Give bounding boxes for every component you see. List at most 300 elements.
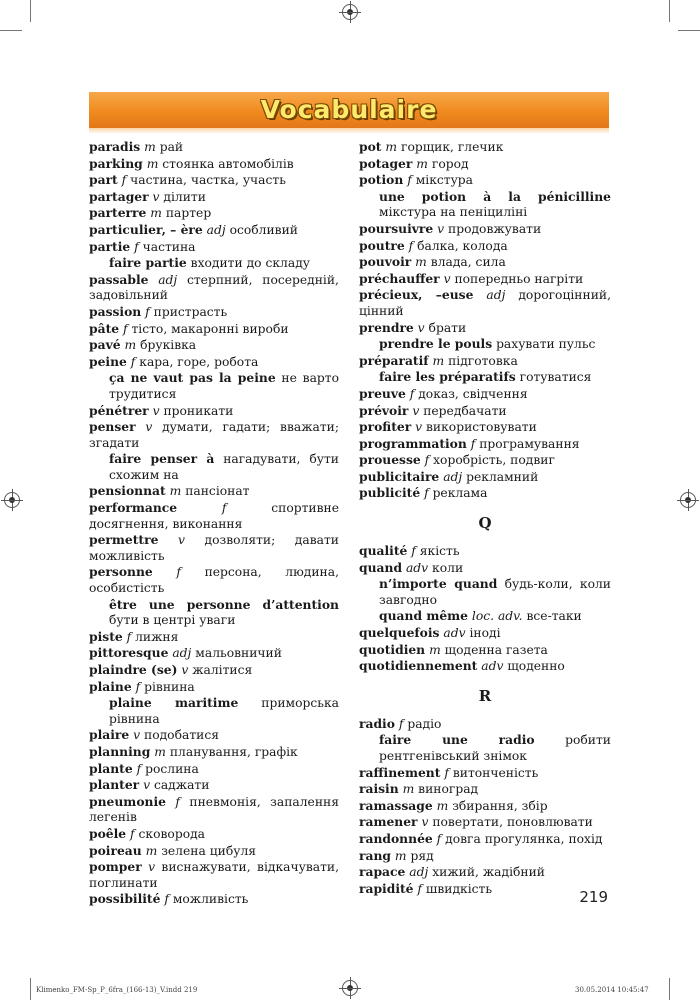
- translation: реклама: [432, 486, 488, 501]
- grammar-tag: f: [221, 501, 227, 516]
- headword: paradis: [89, 139, 141, 154]
- translation: повертати, поновлювати: [432, 815, 593, 830]
- vocabulary-entry: [89, 321, 339, 338]
- grammar-tag: adj: [486, 288, 506, 303]
- grammar-tag: m: [385, 140, 398, 154]
- vocabulary-entry: [359, 452, 611, 469]
- headword: préchauffer: [359, 270, 440, 286]
- registration-mark-right-icon: [680, 492, 696, 508]
- vocabulary-entry: [359, 238, 611, 255]
- vocabulary-column-right: [359, 139, 611, 897]
- translation: радіо: [407, 716, 442, 731]
- headword: plaine: [89, 678, 132, 694]
- footer-file-info: Klimenko_FM-Sp_P_6fra_(166-13)_V.indd 219: [36, 986, 198, 994]
- headword: pavé: [89, 337, 121, 353]
- headword: prévoir: [359, 402, 409, 418]
- translation: частина: [142, 239, 196, 254]
- headword: pomper: [89, 859, 142, 875]
- grammar-tag: f: [417, 881, 422, 896]
- vocabulary-entry: [89, 859, 339, 891]
- vocabulary-entry: [89, 139, 339, 156]
- vocabulary-entry: [359, 172, 611, 189]
- headword: planning: [89, 743, 151, 759]
- translation: рівнина: [144, 679, 195, 694]
- headword: rapace: [359, 864, 406, 880]
- headword: faire les préparatifs: [379, 369, 516, 385]
- translation: тісто, макаронні вироби: [131, 321, 289, 336]
- vocabulary-subentry: [89, 597, 339, 629]
- headword: plante: [89, 760, 133, 776]
- vocabulary-entry: [89, 172, 339, 189]
- grammar-tag: m: [154, 744, 166, 759]
- vocabulary-entry: [89, 189, 339, 206]
- translation: нагадувати, бути схожим на: [109, 452, 339, 482]
- vocabulary-entry: [359, 781, 611, 798]
- translation: город: [431, 156, 469, 171]
- grammar-tag: m: [144, 140, 156, 154]
- translation: рай: [159, 140, 184, 154]
- headword: part: [89, 172, 118, 188]
- vocabulary-entry: [89, 761, 339, 778]
- translation: рекламний: [466, 469, 539, 484]
- translation: хоробрість, подвиг: [433, 453, 555, 468]
- grammar-tag: v: [421, 815, 429, 830]
- headword: potager: [359, 155, 413, 171]
- translation: пансіонат: [185, 484, 250, 499]
- crop-mark-bottom-right: [669, 978, 670, 1000]
- translation: частина, частка, участь: [130, 173, 286, 188]
- headword: faire une radio: [379, 732, 535, 748]
- vocabulary-entry: [359, 642, 611, 659]
- translation: рослина: [145, 761, 199, 776]
- grammar-tag: f: [136, 761, 142, 776]
- vocabulary-entry: [359, 320, 611, 337]
- headword: parking: [89, 155, 143, 171]
- translation: спортивне досягнення, виконання: [89, 501, 339, 531]
- grammar-tag: m: [429, 642, 441, 657]
- registration-mark-top-icon: [342, 4, 358, 20]
- headword: quotidiennement: [359, 658, 478, 674]
- headword: faire penser à: [109, 451, 215, 467]
- translation: думати, гадати; вважати; згадати: [89, 420, 339, 450]
- grammar-tag: v: [177, 533, 185, 548]
- grammar-tag: f: [176, 565, 181, 580]
- vocabulary-entry: [89, 891, 339, 908]
- translation: коли: [432, 560, 464, 575]
- header-banner-shadow: [89, 128, 609, 134]
- translation: пристрасть: [153, 304, 228, 319]
- grammar-tag: loc. adv.: [471, 609, 523, 624]
- vocabulary-entry: [359, 403, 611, 420]
- headword: possibilité: [89, 891, 161, 907]
- grammar-tag: m: [169, 484, 182, 499]
- headword: piste: [89, 628, 123, 644]
- headword: raffinement: [359, 764, 441, 780]
- translation: щоденна газета: [444, 642, 548, 657]
- grammar-tag: m: [402, 782, 415, 797]
- vocabulary-entry: [89, 272, 339, 304]
- headword: radio: [359, 715, 395, 731]
- vocabulary-subentry: [359, 369, 611, 386]
- translation: робити рентгенівський знімок: [379, 733, 611, 763]
- translation: приморська рівнина: [109, 696, 339, 726]
- grammar-tag: f: [424, 486, 429, 501]
- grammar-tag: f: [407, 173, 412, 188]
- translation: планування, графік: [169, 744, 298, 759]
- translation: будь-коли, коли завгодно: [379, 577, 611, 607]
- headword: pâte: [89, 320, 120, 336]
- headword: ça ne vaut pas la peine: [109, 370, 276, 386]
- grammar-tag: f: [408, 238, 414, 253]
- translation: партер: [165, 206, 212, 221]
- grammar-tag: v: [152, 189, 160, 204]
- grammar-tag: v: [133, 728, 141, 743]
- grammar-tag: f: [121, 173, 127, 188]
- translation: бруківка: [140, 338, 197, 353]
- translation: рахувати пульс: [496, 337, 596, 352]
- grammar-tag: m: [394, 848, 407, 863]
- translation: швидкість: [425, 881, 493, 896]
- translation: ряд: [410, 848, 434, 863]
- grammar-tag: adj: [206, 222, 226, 237]
- translation: попередньо нагріти: [454, 271, 584, 286]
- translation: передбачати: [423, 403, 507, 418]
- vocabulary-entry: [89, 337, 339, 354]
- headword: quelquefois: [359, 625, 440, 641]
- grammar-tag: v: [412, 403, 420, 418]
- translation: продовжувати: [448, 221, 542, 236]
- headword: quand même: [379, 608, 468, 624]
- vocabulary-subentry: [89, 695, 339, 727]
- grammar-tag: v: [181, 663, 189, 677]
- vocabulary-entry: [89, 156, 339, 173]
- grammar-tag: v: [443, 271, 451, 286]
- headword: partie: [89, 238, 131, 254]
- vocabulary-entry: [359, 658, 611, 675]
- headword: programmation: [359, 435, 467, 451]
- translation: програмування: [479, 436, 580, 451]
- translation: збирання, збір: [452, 798, 548, 813]
- headword: quotidien: [359, 641, 426, 657]
- translation: не варто трудитися: [109, 371, 339, 401]
- vocabulary-subentry: [359, 189, 611, 221]
- grammar-tag: m: [145, 843, 158, 858]
- vocabulary-subentry: [359, 336, 611, 353]
- grammar-tag: adv: [405, 560, 429, 575]
- vocabulary-entry: [89, 794, 339, 826]
- grammar-tag: f: [409, 386, 415, 401]
- headword: performance: [89, 500, 178, 516]
- vocabulary-entry: [359, 271, 611, 288]
- translation: зелена цибуля: [161, 843, 257, 858]
- translation: подобатися: [144, 728, 219, 743]
- translation: кара, горе, робота: [139, 354, 259, 369]
- translation: мікстура на пеніциліні: [379, 205, 528, 220]
- vocabulary-subentry: [359, 608, 611, 625]
- grammar-tag: f: [398, 716, 404, 731]
- vocabulary-entry: [89, 826, 339, 843]
- grammar-tag: f: [424, 453, 430, 468]
- vocabulary-entry: [89, 483, 339, 500]
- headword: raisin: [359, 781, 399, 797]
- headword: parterre: [89, 205, 147, 221]
- headword: personne: [89, 564, 153, 580]
- vocabulary-entry: [359, 419, 611, 436]
- vocabulary-entry: [89, 239, 339, 256]
- translation: проникати: [163, 403, 234, 418]
- vocabulary-subentry: [359, 732, 611, 764]
- grammar-tag: v: [143, 778, 151, 793]
- page-title: Vocabulaire: [260, 95, 438, 124]
- vocabulary-entry: [89, 222, 339, 239]
- vocabulary-entry: [89, 500, 339, 532]
- grammar-tag: v: [145, 420, 153, 435]
- headword: poutre: [359, 237, 405, 253]
- translation: якість: [419, 544, 460, 559]
- vocabulary-entry: [359, 386, 611, 403]
- vocabulary-subentry: [89, 370, 339, 402]
- grammar-tag: adv: [481, 659, 504, 674]
- headword: publicitaire: [359, 468, 440, 484]
- headword: poêle: [89, 825, 127, 841]
- registration-mark-bottom-icon: [342, 980, 358, 996]
- translation: довга прогулянка, похід: [445, 831, 603, 846]
- translation: все-таки: [526, 609, 582, 624]
- translation: особливий: [229, 222, 298, 237]
- grammar-tag: f: [126, 629, 132, 644]
- headword: randonnée: [359, 830, 433, 846]
- headword: rang: [359, 847, 391, 863]
- vocabulary-entry: [359, 765, 611, 782]
- vocabulary-entry: [359, 716, 611, 733]
- grammar-tag: m: [150, 206, 162, 221]
- translation: горщик, глечик: [401, 140, 504, 154]
- vocabulary-entry: [89, 645, 339, 662]
- vocabulary-entry: [89, 727, 339, 744]
- grammar-tag: adj: [409, 865, 429, 880]
- headword: plaire: [89, 727, 130, 743]
- section-letter: R: [478, 686, 492, 705]
- translation: готуватися: [519, 370, 592, 385]
- headword: plaindre (se): [89, 662, 178, 677]
- vocabulary-entry: [359, 469, 611, 486]
- grammar-tag: f: [134, 239, 139, 254]
- vocabulary-entry: [359, 798, 611, 815]
- headword: prendre le pouls: [379, 336, 493, 352]
- translation: брати: [428, 320, 467, 335]
- headword: préparatif: [359, 352, 429, 368]
- translation: жалітися: [192, 663, 253, 677]
- translation: влада, сила: [430, 255, 506, 270]
- vocabulary-subentry: [89, 255, 339, 272]
- grammar-tag: v: [415, 420, 423, 435]
- grammar-tag: f: [411, 544, 416, 559]
- translation: іноді: [469, 626, 501, 641]
- translation: дорогоцінний, цінний: [359, 288, 611, 318]
- vocabulary-entry: [89, 744, 339, 761]
- grammar-tag: v: [152, 403, 160, 418]
- translation: саджати: [153, 778, 210, 793]
- grammar-tag: f: [444, 765, 449, 780]
- headword: ramassage: [359, 797, 433, 813]
- headword: particulier, – ère: [89, 221, 203, 237]
- headword: pouvoir: [359, 254, 412, 270]
- vocabulary-entry: [359, 353, 611, 370]
- headword: pneumonie: [89, 793, 166, 809]
- headword: pénétrer: [89, 402, 149, 418]
- translation: сковорода: [138, 826, 206, 841]
- grammar-tag: f: [470, 436, 476, 451]
- vocabulary-entry: [359, 543, 611, 560]
- page-number: 219: [579, 888, 608, 906]
- grammar-tag: f: [130, 826, 135, 841]
- translation: використовувати: [426, 420, 537, 435]
- grammar-tag: m: [415, 255, 427, 270]
- grammar-tag: f: [164, 892, 169, 907]
- crop-mark-top-right-h: [678, 30, 700, 31]
- vocabulary-entry: [359, 831, 611, 848]
- headword: quand: [359, 559, 403, 575]
- headword: précieux, –euse: [359, 287, 474, 303]
- vocabulary-subentry: [359, 576, 611, 608]
- headword: permettre: [89, 532, 159, 548]
- vocabulary-entry: [89, 662, 339, 679]
- vocabulary-entry: [359, 436, 611, 453]
- headword: rapidité: [359, 880, 414, 896]
- vocabulary-entry: [359, 560, 611, 577]
- headword: faire partie: [109, 255, 187, 271]
- vocabulary-entry: [89, 843, 339, 860]
- headword: prouesse: [359, 452, 421, 468]
- grammar-tag: adv: [443, 626, 466, 641]
- vocabulary-subentry: [89, 451, 339, 483]
- vocabulary-entry: [359, 814, 611, 831]
- headword: passable: [89, 271, 149, 287]
- headword: pittoresque: [89, 645, 169, 661]
- vocabulary-entry: [359, 221, 611, 238]
- grammar-tag: adj: [158, 272, 178, 287]
- grammar-tag: f: [175, 794, 180, 809]
- grammar-tag: v: [437, 221, 445, 236]
- grammar-tag: f: [436, 831, 442, 846]
- registration-mark-left-icon: [4, 492, 20, 508]
- vocabulary-entry: [89, 354, 339, 371]
- headword: peine: [89, 353, 127, 369]
- headword: preuve: [359, 385, 406, 401]
- grammar-tag: m: [146, 156, 159, 171]
- grammar-tag: m: [416, 156, 428, 171]
- vocabulary-entry: [89, 564, 339, 596]
- headword: poireau: [89, 842, 142, 858]
- grammar-tag: adj: [172, 646, 192, 661]
- grammar-tag: f: [123, 321, 128, 336]
- headword: être une personne d’attention: [109, 596, 339, 612]
- translation: ділити: [163, 189, 206, 204]
- vocabulary-entry: [359, 485, 611, 502]
- vocabulary-entry: [359, 287, 611, 319]
- vocabulary-entry: [359, 625, 611, 642]
- crop-mark-bottom-left: [30, 978, 31, 1000]
- translation: щоденно: [507, 659, 565, 674]
- grammar-tag: v: [417, 320, 425, 335]
- footer-timestamp: 30.05.2014 10:45:47: [575, 986, 649, 994]
- headword: une potion à la pénicilline: [379, 188, 611, 204]
- translation: стерпний, посередній, задовільний: [89, 272, 339, 303]
- headword: qualité: [359, 543, 408, 559]
- section-letter: Q: [478, 514, 492, 533]
- translation: входити до складу: [190, 256, 310, 271]
- vocabulary-entry: [359, 848, 611, 865]
- translation: підготовка: [448, 353, 518, 368]
- vocabulary-entry: [89, 629, 339, 646]
- headword: publicité: [359, 485, 421, 501]
- grammar-tag: f: [135, 679, 141, 694]
- headword: plaine maritime: [109, 695, 239, 711]
- grammar-tag: f: [145, 304, 150, 319]
- translation: дозволяти; давати можливість: [89, 533, 339, 563]
- headword: passion: [89, 303, 142, 319]
- headword: n’importe quand: [379, 576, 498, 592]
- translation: мікстура: [415, 173, 474, 188]
- headword: planter: [89, 777, 140, 793]
- translation: доказ, свідчення: [418, 386, 528, 401]
- headword: poursuivre: [359, 220, 434, 236]
- translation: стоянка автомобілів: [162, 156, 294, 171]
- grammar-tag: m: [432, 353, 445, 368]
- crop-mark-top-right: [669, 0, 670, 22]
- vocabulary-entry: [359, 156, 611, 173]
- headword: ramener: [359, 814, 418, 830]
- translation: виноград: [418, 782, 479, 797]
- translation: хижий, жадібний: [432, 865, 545, 880]
- translation: виснажувати, відкачувати, поглинати: [89, 860, 339, 890]
- translation: лижня: [135, 629, 179, 644]
- translation: бути в центрі уваги: [109, 613, 236, 628]
- grammar-tag: adj: [443, 469, 463, 484]
- headword: profiter: [359, 419, 412, 435]
- grammar-tag: v: [148, 860, 156, 875]
- headword: potion: [359, 172, 404, 188]
- vocabulary-entry: [89, 679, 339, 696]
- headword: partager: [89, 188, 149, 204]
- vocabulary-column-left: [89, 139, 339, 908]
- translation: персона, людина, особистість: [89, 565, 339, 596]
- headword: pensionnat: [89, 483, 166, 499]
- translation: витонченість: [452, 765, 539, 780]
- vocabulary-entry: [359, 254, 611, 271]
- vocabulary-entry: [89, 532, 339, 564]
- headword: prendre: [359, 319, 414, 335]
- headword: pot: [359, 139, 382, 154]
- vocabulary-entry: [359, 139, 611, 156]
- crop-mark-top-left-h: [0, 30, 22, 31]
- grammar-tag: m: [124, 338, 137, 353]
- vocabulary-entry: [89, 205, 339, 222]
- crop-mark-top-left: [30, 0, 31, 22]
- grammar-tag: m: [436, 798, 449, 813]
- translation: мальовничий: [195, 646, 282, 661]
- translation: можливість: [172, 892, 249, 907]
- headword: penser: [89, 419, 136, 435]
- vocabulary-entry: [89, 777, 339, 794]
- vocabulary-entry: [89, 304, 339, 321]
- translation: балка, колода: [417, 238, 508, 253]
- grammar-tag: f: [130, 354, 136, 369]
- translation: пневмонія, запалення легенів: [89, 794, 339, 825]
- vocabulary-entry: [89, 419, 339, 451]
- vocabulary-entry: [359, 864, 611, 881]
- vocabulary-entry: [89, 403, 339, 420]
